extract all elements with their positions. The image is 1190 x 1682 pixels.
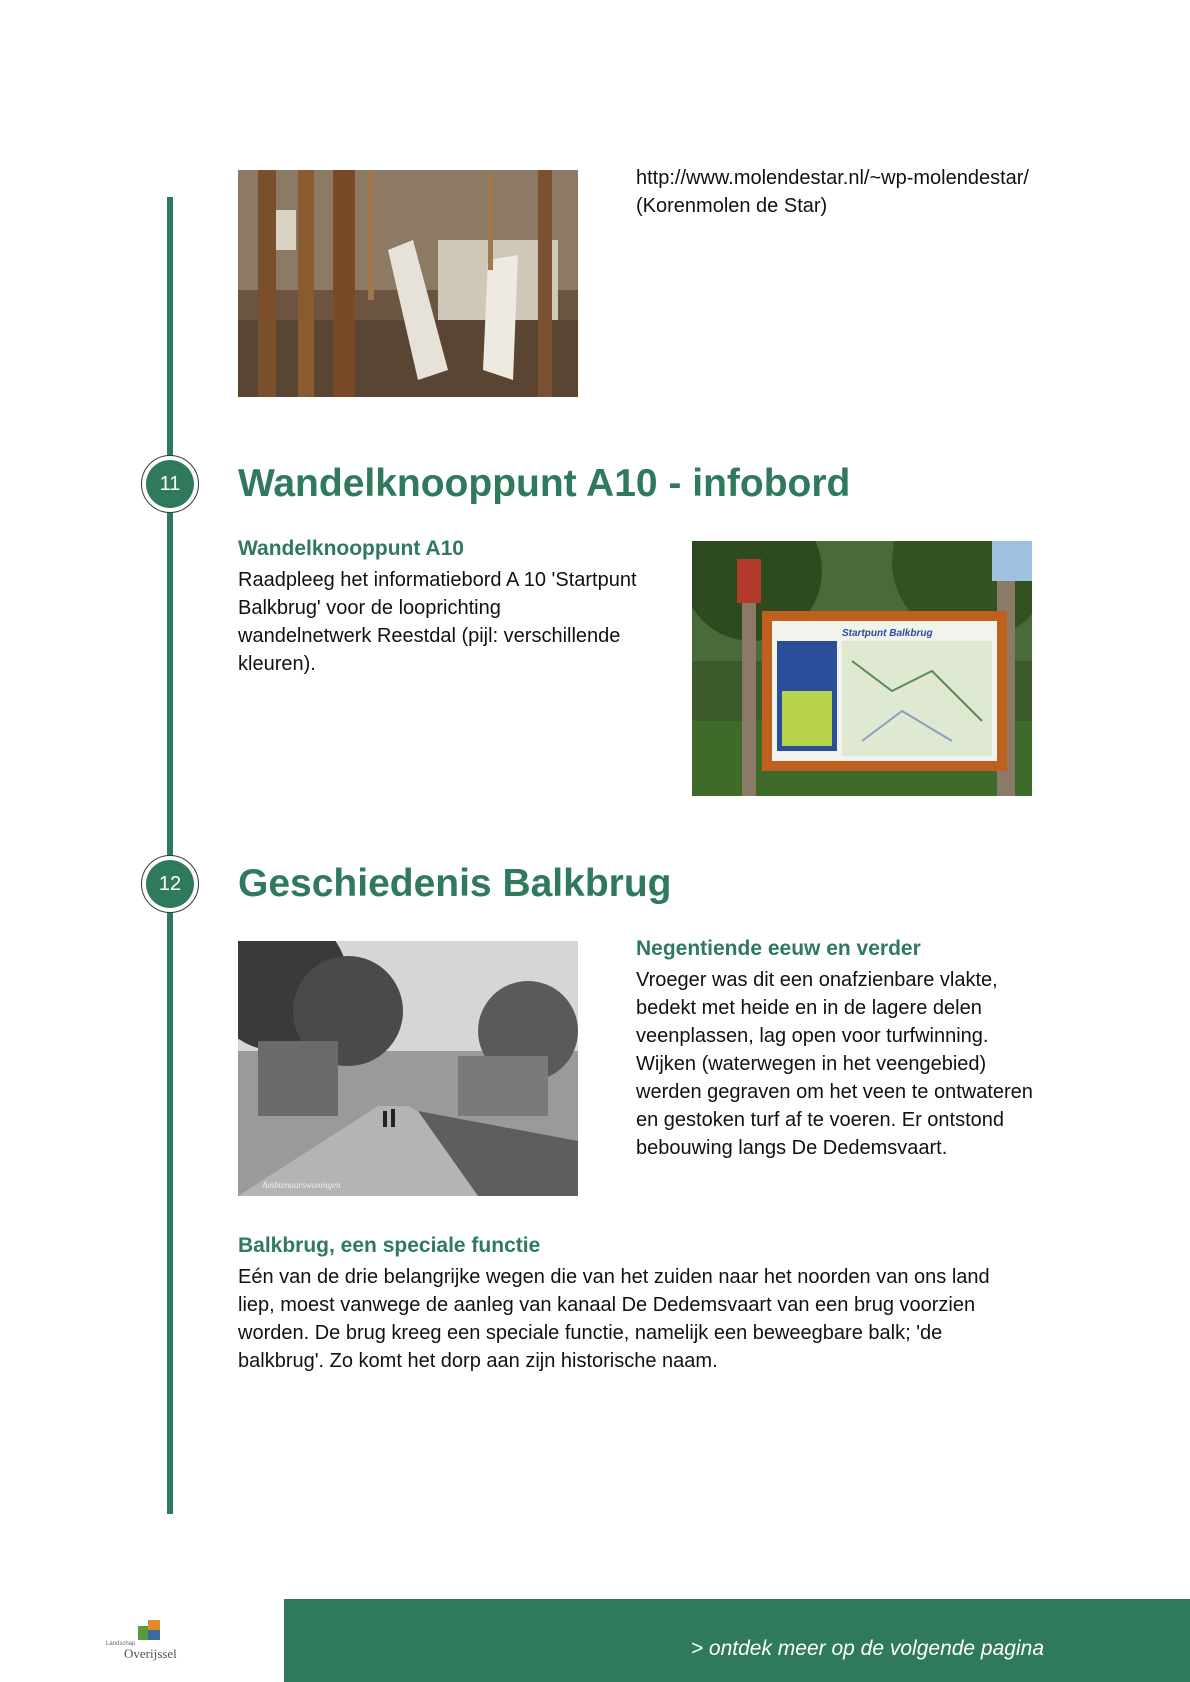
section-subheading-2: Balkbrug, een speciale functie	[238, 1234, 541, 1257]
section-body: Raadpleeg het informatiebord A 10 'Startpunt Balkbrug' voor de looprichting wandelnetwerk Reestdal (pijl: verschillende kleuren).	[238, 569, 637, 675]
section-subheading: Wandelknooppunt A10	[238, 537, 464, 560]
mill-interior-photo	[238, 170, 578, 397]
logo-name: Overijssel	[124, 1646, 177, 1661]
step-marker-12	[141, 855, 199, 913]
step-number: 12	[146, 860, 194, 908]
step-number: 11	[146, 460, 194, 508]
mill-link-url[interactable]: http://www.molendestar.nl/~wp-molendestar/	[636, 167, 1029, 189]
section-heading: Wandelknooppunt A10 - infobord	[238, 462, 851, 505]
section-subheading: Negentiende eeuw en verder	[636, 937, 921, 960]
landschap-overijssel-logo	[104, 1620, 184, 1662]
historic-street-photo	[238, 941, 578, 1196]
logo-small-text: Landschap	[106, 1641, 136, 1647]
infobord-photo	[692, 541, 1032, 796]
next-page-link[interactable]: > ontdek meer op de volgende pagina	[690, 1637, 1044, 1660]
footer-bar	[284, 1599, 1190, 1682]
photo-caption: Ambtenaarswoningen	[262, 1180, 341, 1190]
step-marker-11	[141, 455, 199, 513]
mill-link-caption: (Korenmolen de Star)	[636, 195, 828, 217]
section-heading: Geschiedenis Balkbrug	[238, 862, 672, 905]
sign-title: Startpunt Balkbrug	[842, 628, 933, 639]
section-body-2: Eén van de drie belangrijke wegen die van het zuiden naar het noorden van ons land liep, moest vanwege de aanleg van kanaal De Dedemsvaart van een brug voorzien worden. De brug kreeg een speciale functie, namelijk een beweegbare balk; 'de balkbrug'. Zo komt het dorp aan zijn historische naam.	[238, 1266, 990, 1372]
section-body: Vroeger was dit een onafzienbare vlakte, bedekt met heide en in de lagere delen veenplassen, lag open voor turfwinning. Wijken (waterwegen in het veengebied) werden gegraven om het veen te ontwateren en gestoken turf af te voeren. Er ontstond bebouwing langs De Dedemsvaart.	[636, 969, 1033, 1159]
